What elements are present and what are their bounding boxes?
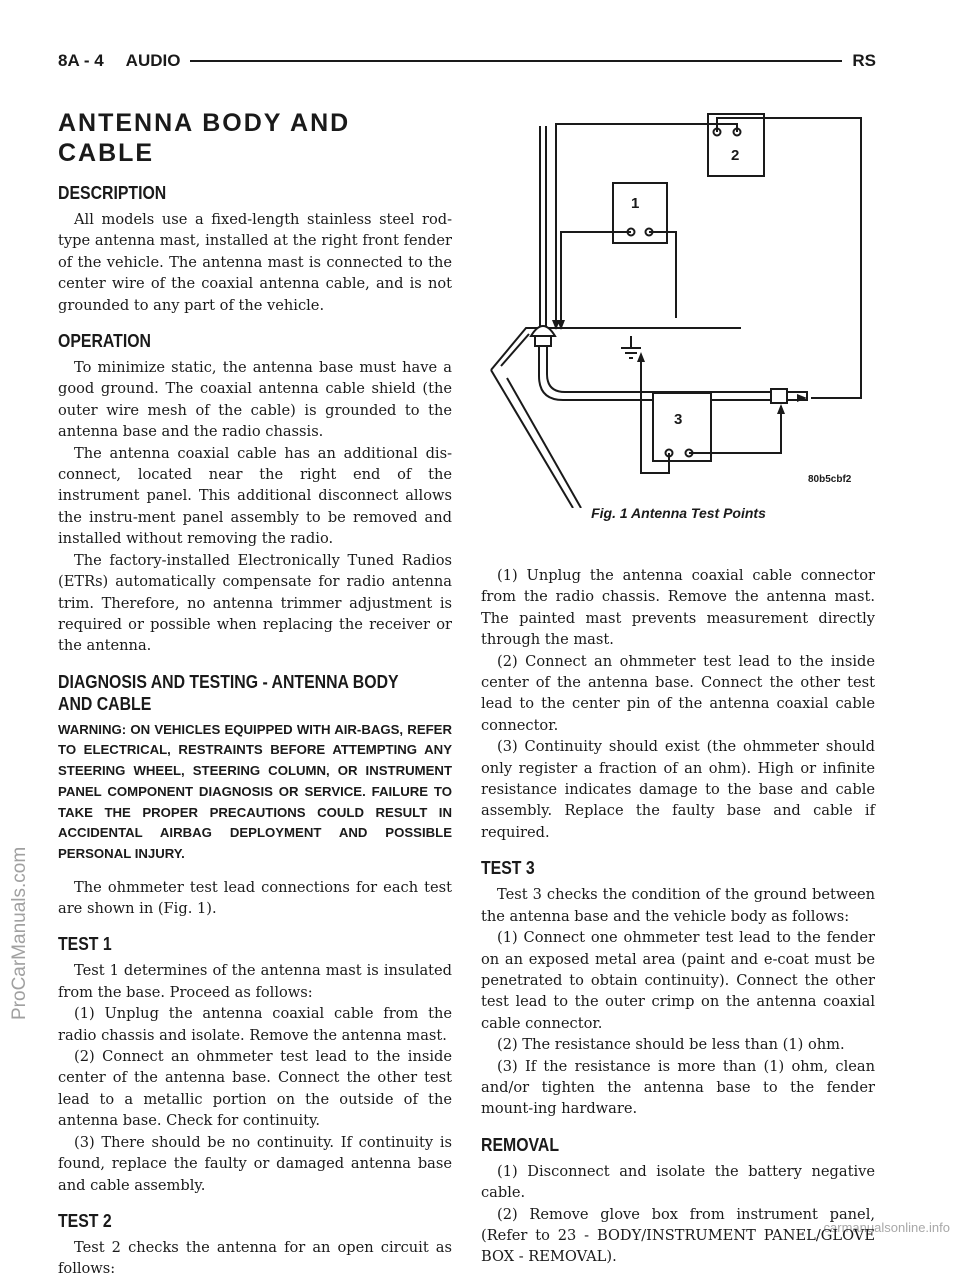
test3-heading: TEST 3 (481, 858, 535, 879)
test1-paragraph: (3) There should be no continuity. If continuity is found, replace the faulty or damaged antenna base and cable assembly. (58, 1133, 452, 1194)
page-header (58, 48, 876, 74)
footer-watermark: carmanualsonline.info (823, 1220, 950, 1235)
test3-paragraph: (1) Connect one ohmmeter test lead to the fender on an exposed metal area (paint and e-coat must be penetrated to obtain continuity). Connect the other test lead to the outer crimp on the antenna coaxial cable connector. (481, 929, 875, 1032)
description-heading: DESCRIPTION (58, 183, 167, 203)
figure-caption: Fig. 1 Antenna Test Points (591, 505, 766, 521)
meter-2-label: 2 (731, 147, 740, 164)
diagnosis-heading: DIAGNOSIS AND TESTING - ANTENNA BODY AND CABLE (58, 671, 399, 714)
diagnosis-intro: The ohmmeter test lead connections for each test are shown in (Fig. 1). (58, 878, 452, 918)
description-paragraph: All models use a fixed-length stainless steel rod-type antenna mast, installed at the right front fender of the vehicle. The antenna mast is connected to the center wire of the coaxial antenna cable, and is not grounded to any part of the vehicle. (58, 211, 452, 314)
removal-paragraph: (1) Disconnect and isolate the battery negative cable. (481, 1162, 875, 1202)
right-column (481, 565, 875, 1268)
test3-paragraph: (2) The resistance should be less than (1) ohm. (497, 1036, 845, 1054)
meter-1-label: 1 (631, 195, 640, 212)
antenna-test-figure (481, 108, 876, 533)
figure-id: 80b5cbf2 (808, 474, 852, 485)
operation-paragraph: The factory-installed Electronically Tuned Radios (ETRs) automatically compensate for radio antenna trim. Therefore, no antenna trimmer adjustment is required or possible when replacing the receiver or the antenna. (58, 551, 452, 655)
section-number: 8A - 4 (58, 51, 104, 70)
test2-heading: TEST 2 (58, 1210, 112, 1231)
test2-paragraph: (1) Unplug the antenna coaxial cable connector from the radio chassis. Remove the antenna mast. The painted mast prevents measurement directly through the mast. (481, 567, 875, 649)
antenna-diagram (481, 108, 876, 508)
section-title: AUDIO (125, 51, 181, 70)
left-column (58, 108, 452, 1280)
header-rule (190, 60, 842, 62)
test2-paragraph: (3) Continuity should exist (the ohmmeter should only register a fraction of an ohm). High or infinite resistance indicates damage to the base and cable assembly. Replace the faulty base and cable if required. (481, 738, 875, 841)
operation-paragraph: The antenna coaxial cable has an additional dis-connect, located near the right end of the instrument panel. This additional disconnect allows the instru-ment panel assembly to be removed and installed without removing the radio. (58, 444, 452, 548)
removal-heading: REMOVAL (481, 1134, 560, 1155)
test2-paragraph: (2) Connect an ohmmeter test lead to the inside center of the antenna base. Connect the other test lead to the center pin of the antenna coaxial cable connector. (481, 652, 875, 734)
test3-paragraph: (3) If the resistance is more than (1) ohm, clean and/or tighten the antenna base to the fender mount-ing hardware. (481, 1057, 875, 1118)
airbag-warning: WARNING: ON VEHICLES EQUIPPED WITH AIR-BAGS, REFER TO ELECTRICAL, RESTRAINTS BEFORE ATTEMPTING ANY STEERING WHEEL, STEERING COLUMN, OR INSTRUMENT PANEL COMPONENT DIAGNOSIS OR SERVICE. FAILURE TO TAKE THE PROPER PRECAUTIONS COULD RESULT IN ACCIDENTAL AIRBAG DEPLOYMENT AND POSSIBLE PERSONAL INJURY. (58, 721, 452, 861)
test1-paragraph: Test 1 determines of the antenna mast is insulated from the base. Proceed as follows: (58, 962, 452, 1001)
test1-heading: TEST 1 (58, 934, 112, 955)
test2-paragraph: Test 2 checks the antenna for an open circuit as follows: (58, 1238, 452, 1278)
operation-paragraph: To minimize static, the antenna base must have a good ground. The coaxial antenna cable shield (the outer wire mesh of the cable) is grounded to the antenna base and the radio chassis. (58, 359, 452, 441)
vehicle-code: RS (852, 51, 876, 70)
test1-paragraph: (1) Unplug the antenna coaxial cable from the radio chassis and isolate. Remove the antenna mast. (58, 1005, 452, 1044)
test1-paragraph: (2) Connect an ohmmeter test lead to the inside center of the antenna base. Connect the other test lead to a metallic portion on the outside of the antenna base. Check for continuity. (58, 1048, 452, 1130)
page-title: ANTENNA BODY AND CABLE (58, 109, 351, 167)
side-watermark: ProCarManuals.com (9, 846, 30, 1020)
meter-3-label: 3 (674, 411, 683, 428)
test3-paragraph: Test 3 checks the condition of the ground between the antenna base and the vehicle body as follows: (481, 886, 875, 925)
operation-heading: OPERATION (58, 331, 151, 352)
removal-paragraph: (2) Remove glove box from instrument panel, (Refer to 23 - BODY/INSTRUMENT PANEL/GLOVE BOX - REMOVAL). (481, 1205, 875, 1266)
